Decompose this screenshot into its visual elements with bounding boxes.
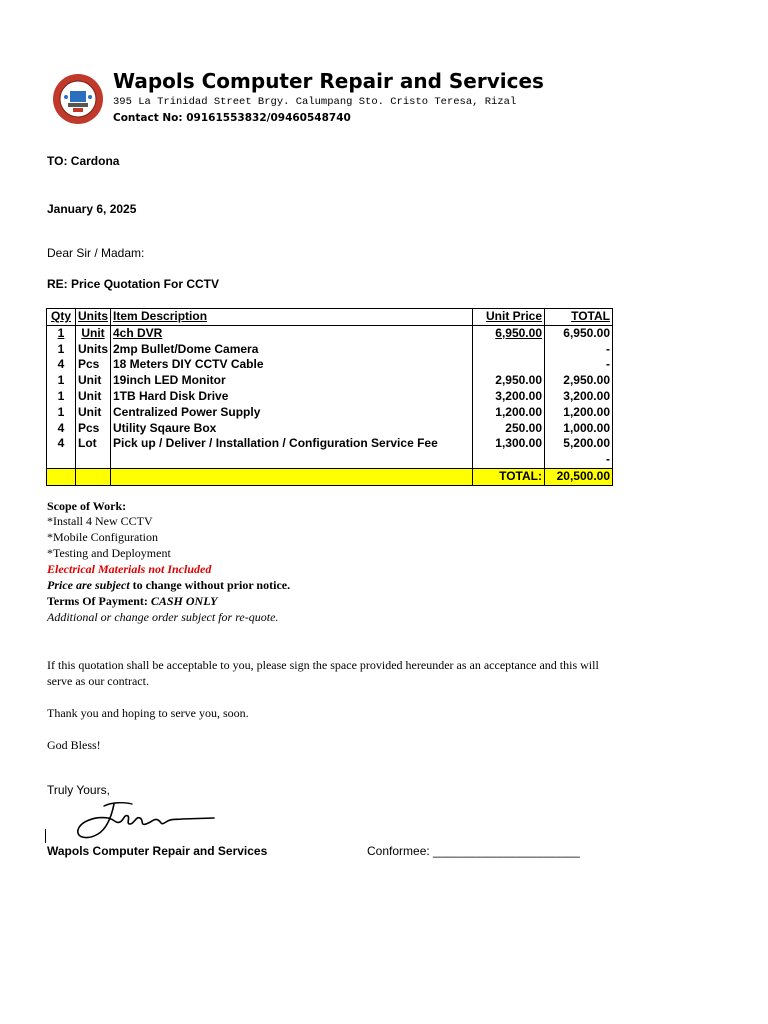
row-qty: 4	[47, 421, 76, 437]
row-unit	[76, 452, 111, 468]
total-value: 20,500.00	[545, 468, 613, 485]
row-unit-price	[473, 342, 545, 358]
row-description: 2mp Bullet/Dome Camera	[111, 342, 473, 358]
total-label: TOTAL:	[473, 468, 545, 485]
row-unit-price: 1,200.00	[473, 405, 545, 421]
row-unit: Unit	[76, 325, 111, 341]
header-unit-price: Unit Price	[473, 309, 545, 326]
table-row	[47, 357, 613, 373]
acceptance-text-line1: If this quotation shall be acceptable to you, please sign the space provided hereunder as an acceptance and this will	[47, 658, 599, 672]
row-unit: Unit	[76, 373, 111, 389]
row-qty: 4	[47, 436, 76, 452]
total-row-blank-desc	[111, 468, 473, 485]
row-unit: Lot	[76, 436, 111, 452]
row-total: 5,200.00	[545, 436, 613, 452]
table-header-row	[47, 309, 613, 326]
row-total: -	[545, 452, 613, 468]
header-units: Units	[76, 309, 111, 326]
row-total: 6,950.00	[545, 325, 613, 341]
row-unit-price: 250.00	[473, 421, 545, 437]
table-row	[47, 421, 613, 437]
row-qty: 1	[47, 405, 76, 421]
total-row-blank-unit	[76, 468, 111, 485]
thanks-text: Thank you and hoping to serve you, soon.	[47, 706, 249, 720]
row-unit: Unit	[76, 389, 111, 405]
row-description: Pick up / Deliver / Installation / Configuration Service Fee	[111, 436, 473, 452]
price-note	[47, 578, 290, 593]
row-unit: Units	[76, 342, 111, 358]
table-row	[47, 452, 613, 468]
company-name: Wapols Computer Repair and Services	[113, 69, 544, 93]
company-address: 395 La Trinidad Street Brgy. Calumpang Sto. Cristo Teresa, Rizal	[113, 96, 517, 108]
table-row	[47, 325, 613, 341]
row-unit-price: 6,950.00	[473, 325, 545, 341]
quotation-table	[46, 308, 613, 486]
conforme-line: Conformee: ______________________	[367, 844, 580, 858]
row-unit: Pcs	[76, 357, 111, 373]
price-note-rest: to change without prior notice.	[129, 578, 291, 592]
table-row	[47, 436, 613, 452]
row-description: 19inch LED Monitor	[111, 373, 473, 389]
table-row	[47, 405, 613, 421]
row-description	[111, 452, 473, 468]
row-qty: 4	[47, 357, 76, 373]
closing-truly-yours: Truly Yours,	[47, 783, 110, 797]
table-row	[47, 389, 613, 405]
company-seal-icon	[52, 73, 104, 125]
row-total: 3,200.00	[545, 389, 613, 405]
header-total: TOTAL	[545, 309, 613, 326]
row-description: 18 Meters DIY CCTV Cable	[111, 357, 473, 373]
scope-heading: Scope of Work:	[47, 499, 127, 513]
subject-line: RE: Price Quotation For CCTV	[47, 277, 220, 291]
row-unit-price	[473, 357, 545, 373]
scope-item: *Install 4 New CCTV	[47, 514, 153, 528]
row-qty	[47, 452, 76, 468]
payment-terms-label: Terms Of Payment:	[47, 594, 151, 608]
table-row	[47, 373, 613, 389]
scope-item: *Mobile Configuration	[47, 530, 158, 544]
row-qty: 1	[47, 342, 76, 358]
header-qty: Qty	[47, 309, 76, 326]
row-qty: 1	[47, 325, 76, 341]
acceptance-text-line2: serve as our contract.	[47, 674, 149, 688]
signatory-name: Wapols Computer Repair and Services	[47, 844, 268, 858]
row-description: Centralized Power Supply	[111, 405, 473, 421]
payment-terms-value: CASH ONLY	[150, 594, 218, 608]
header-item-description: Item Description	[111, 309, 473, 326]
text-cursor	[45, 829, 46, 843]
row-description: 1TB Hard Disk Drive	[111, 389, 473, 405]
row-qty: 1	[47, 373, 76, 389]
row-unit: Unit	[76, 405, 111, 421]
company-contact: Contact No: 09161553832/09460548740	[113, 112, 351, 124]
row-unit-price: 3,200.00	[473, 389, 545, 405]
total-row	[47, 468, 613, 485]
row-total: -	[545, 342, 613, 358]
requote-note: Additional or change order subject for re-quote.	[47, 610, 279, 624]
signature-icon	[72, 798, 220, 844]
payment-terms	[47, 594, 217, 609]
blessing-text: God Bless!	[47, 738, 101, 752]
row-unit-price: 2,950.00	[473, 373, 545, 389]
row-total: -	[545, 357, 613, 373]
electrical-note: Electrical Materials not Included	[47, 562, 212, 576]
salutation: Dear Sir / Madam:	[47, 246, 145, 260]
table-row	[47, 342, 613, 358]
total-row-blank-qty	[47, 468, 76, 485]
price-note-italic: Price are subject	[47, 578, 130, 592]
recipient: TO: Cardona	[47, 154, 120, 168]
letter-date: January 6, 2025	[47, 202, 137, 216]
row-qty: 1	[47, 389, 76, 405]
row-total: 2,950.00	[545, 373, 613, 389]
row-total: 1,000.00	[545, 421, 613, 437]
row-unit: Pcs	[76, 421, 111, 437]
row-unit-price	[473, 452, 545, 468]
row-description: Utility Sqaure Box	[111, 421, 473, 437]
row-unit-price: 1,300.00	[473, 436, 545, 452]
scope-item: *Testing and Deployment	[47, 546, 171, 560]
row-description: 4ch DVR	[111, 325, 473, 341]
row-total: 1,200.00	[545, 405, 613, 421]
